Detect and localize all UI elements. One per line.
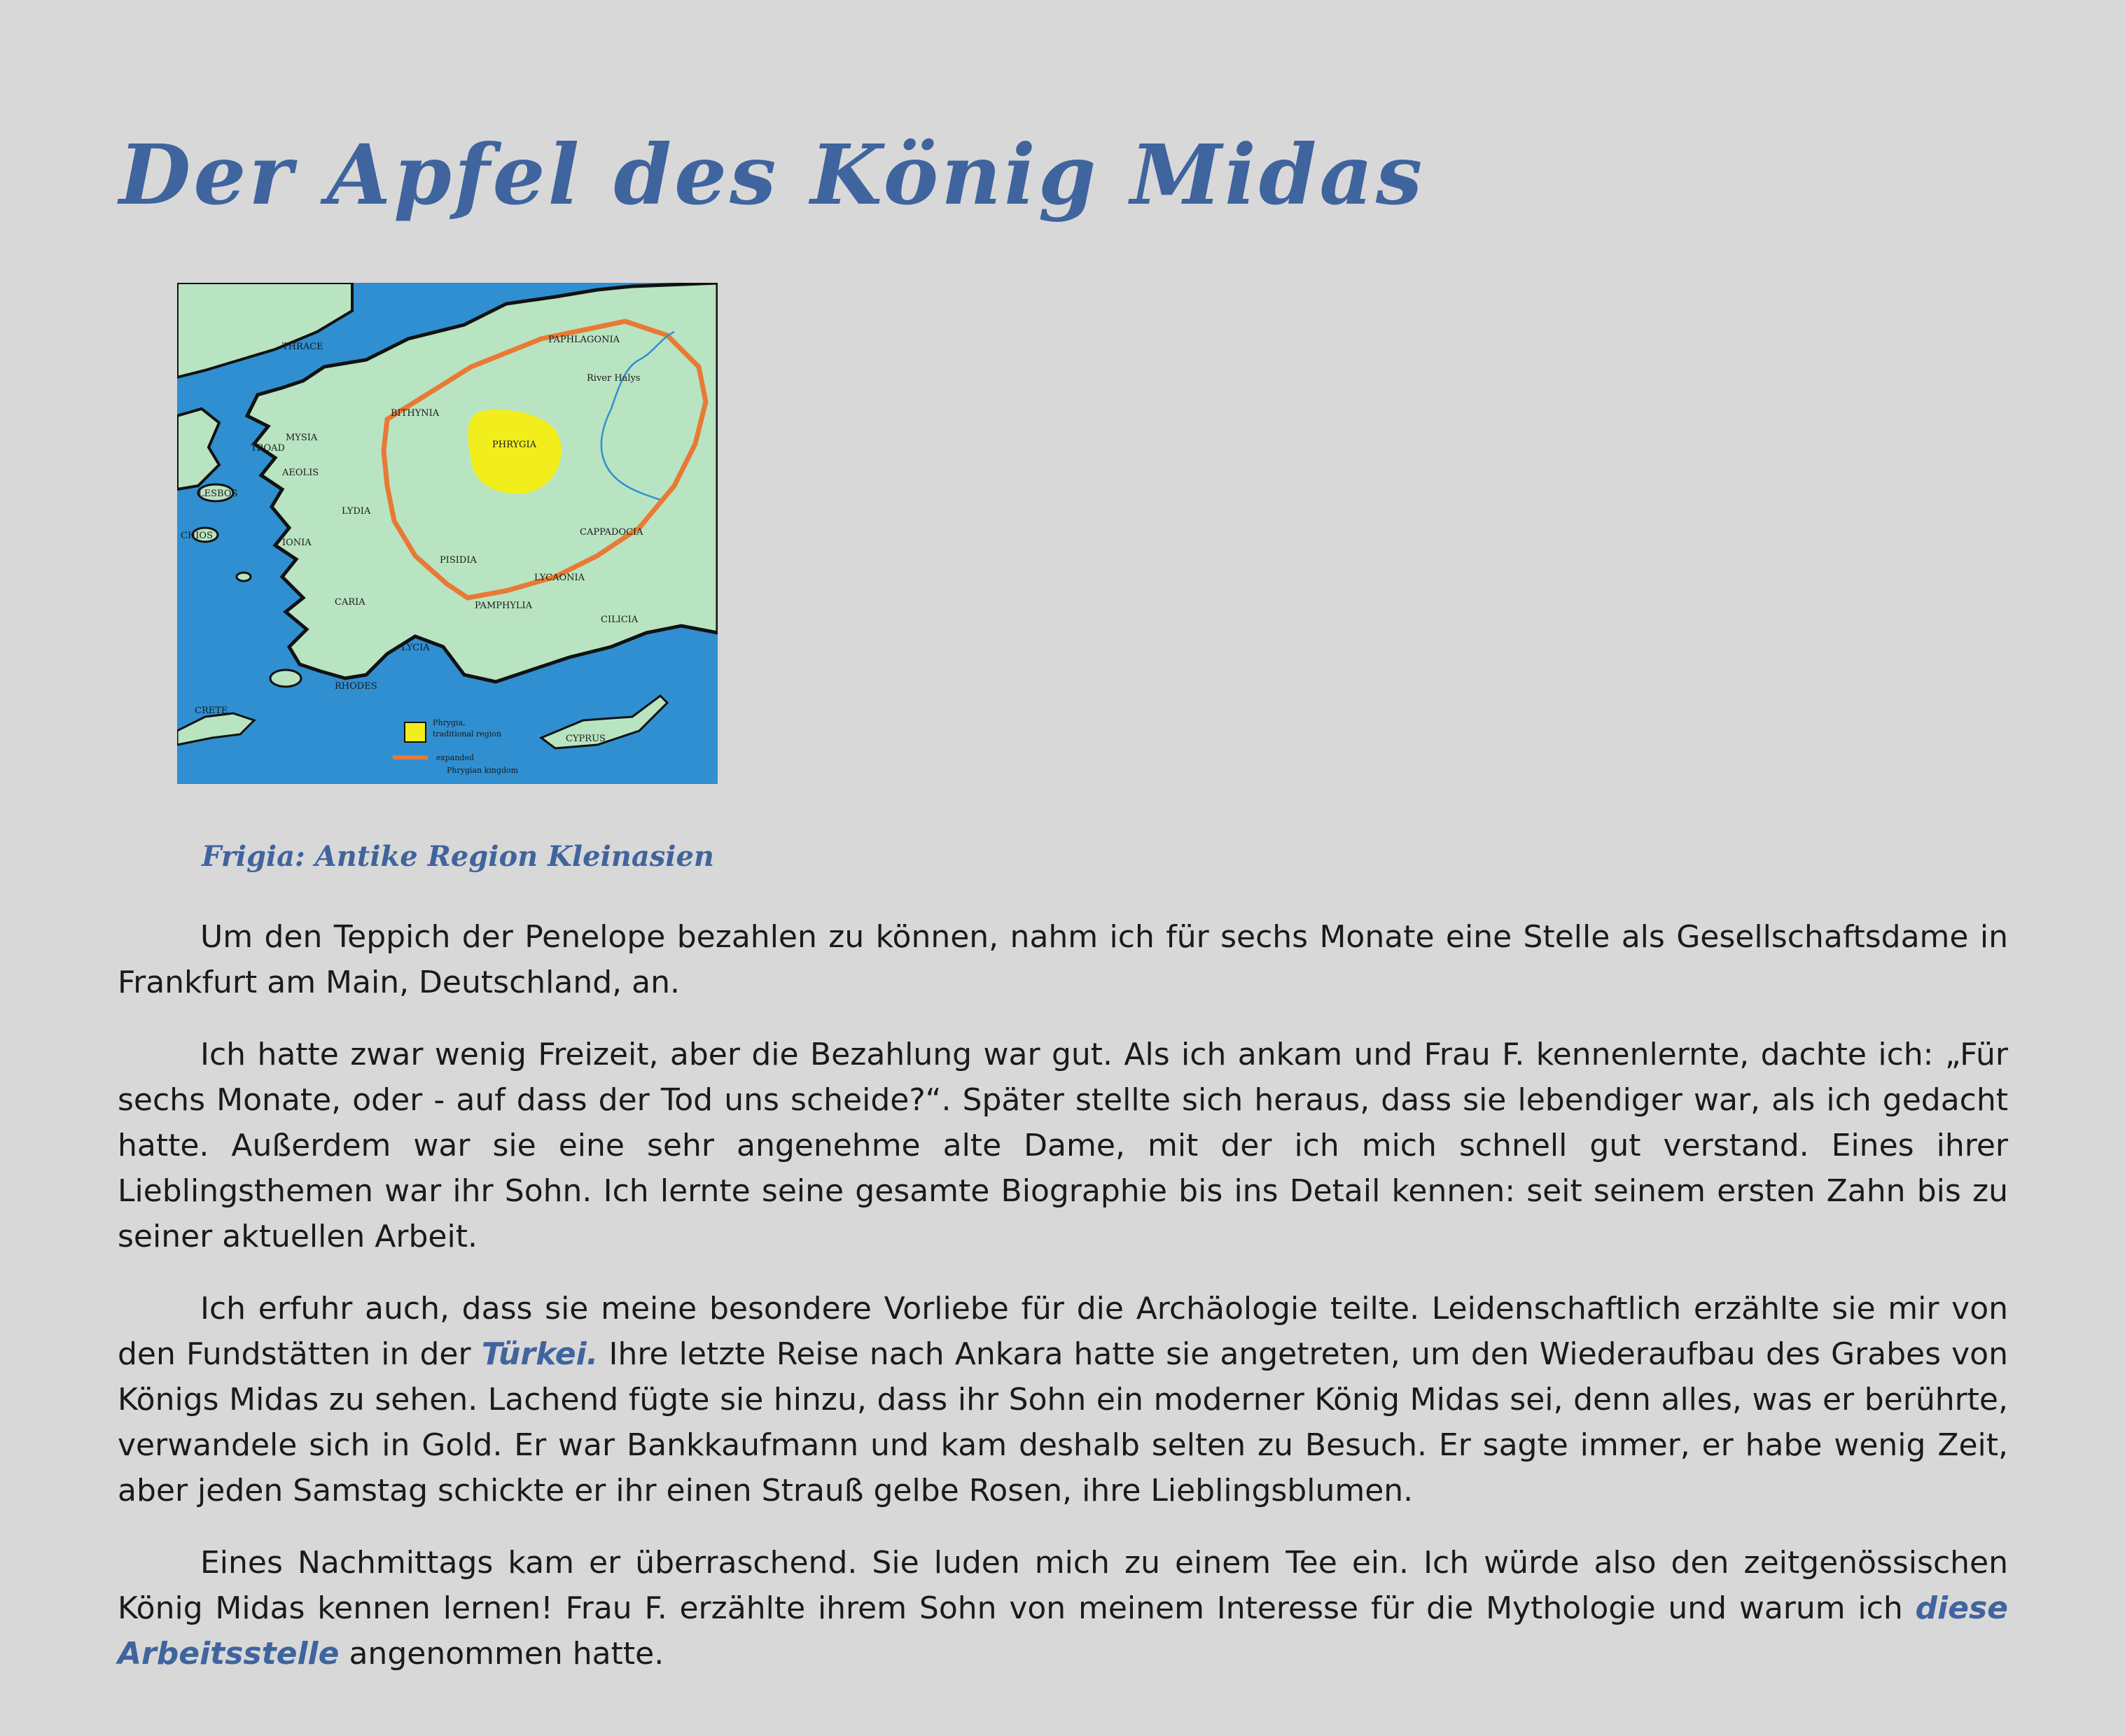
legend-phrygia-swatch (405, 722, 426, 742)
paragraph-3-text-a: Ich erfuhr auch, dass sie meine besondere Vorliebe für die Archäologie teilte. Leidenschaftlich erzählte sie mir von den Fundstätten in der (118, 1291, 2008, 1372)
map-image (177, 283, 718, 784)
label-phrygia: PHRYGIA (492, 440, 536, 450)
paragraph-4 (118, 1540, 2008, 1676)
label-aeolis: AEOLIS (282, 468, 319, 478)
label-lycia: LYCIA (401, 643, 430, 653)
arbeitsstelle-link[interactable]: diese Arbeitsstelle (118, 1590, 2008, 1672)
label-crete: CRETE (195, 706, 228, 716)
label-lydia: LYDIA (342, 506, 371, 517)
label-troad: TROAD (251, 443, 285, 454)
paragraph-4-text-b: angenommen hatte. (349, 1636, 664, 1672)
paragraph-3 (118, 1286, 2008, 1513)
label-caria: CARIA (335, 597, 365, 608)
paragraph-1: Um den Teppich der Penelope bezahlen zu können, nahm ich für sechs Monate eine Stelle als Gesellschaftsdame in Frankfurt am Main, Deutschland, an. (118, 919, 2008, 1000)
legend-phrygia-line1: Phrygia, (433, 718, 466, 727)
paragraph-4-text-a: Eines Nachmittags kam er überraschend. Sie luden mich zu einem Tee ein. Ich würde also den zeitgenössischen König Midas kennen lernen! Frau F. erzählte ihrem Sohn von meinem Interesse für die Mythologie und warum ich (118, 1545, 2008, 1626)
label-thrace: THRACE (282, 342, 323, 352)
label-pisidia: PISIDIA (440, 555, 477, 566)
legend-expanded-line2: Phrygian kingdom (447, 766, 519, 775)
label-pamphylia: PAMPHYLIA (475, 601, 533, 611)
legend-phrygia-line2: traditional region (433, 729, 502, 738)
label-ionia: IONIA (282, 538, 312, 548)
label-lycaonia: LYCAONIA (534, 573, 585, 583)
label-paphlagonia: PAPHLAGONIA (548, 335, 620, 345)
label-mysia: MYSIA (286, 433, 318, 443)
label-rhodes: RHODES (335, 681, 377, 692)
label-chios: CHIOS (181, 531, 213, 541)
tuerkei-link[interactable]: Türkei. (481, 1336, 599, 1372)
label-cyprus: CYPRUS (566, 734, 606, 744)
paragraph-3-text-b: Ihre letzte Reise nach Ankara hatte sie angetreten, um den Wiederaufbau des Grabes von Königs Midas zu sehen. Lachend fügte sie hinzu, dass ihr Sohn ein moderner König Midas sei, denn alles, was er berührte, verwandele sich in Gold. Er war Bankkaufmann und kam deshalb selten zu Besuch. Er sagte immer, er habe wenig Zeit, aber jeden Samstag schickte er ihr einen Strauß gelbe Rosen, ihre Lieblingsblumen. (118, 1336, 2008, 1508)
island (237, 573, 251, 581)
rhodes-island (270, 670, 301, 687)
phrygia-map (177, 283, 718, 784)
map-caption: Frigia: Antike Region Kleinasien (202, 840, 715, 873)
label-cappadocia: CAPPADOCIA (580, 527, 643, 538)
label-bithynia: BITHYNIA (391, 408, 440, 419)
legend-expanded-line1: expanded (436, 753, 474, 762)
paragraph-2: Ich hatte zwar wenig Freizeit, aber die Bezahlung war gut. Als ich ankam und Frau F. kennenlernte, dachte ich: „Für sechs Monate, oder - auf dass der Tod uns scheide?“. Später stellte sich heraus, dass sie lebendiger war, als ich gedacht hatte. Außerdem war sie eine sehr angenehme alte Dame, mit der ich mich schnell gut verstand. Eines ihrer Lieblingsthemen war ihr Sohn. Ich lernte seine gesamte Biographie bis ins Detail kennen: seit seinem ersten Zahn bis zu seiner aktuellen Arbeit. (118, 1037, 2008, 1254)
label-cilicia: CILICIA (601, 615, 639, 625)
article-body (118, 914, 2008, 1703)
page-title: Der Apfel des König Midas (119, 126, 1426, 223)
label-lesbos: LESBOS (198, 489, 238, 499)
label-river-halys: River Halys (587, 373, 641, 384)
